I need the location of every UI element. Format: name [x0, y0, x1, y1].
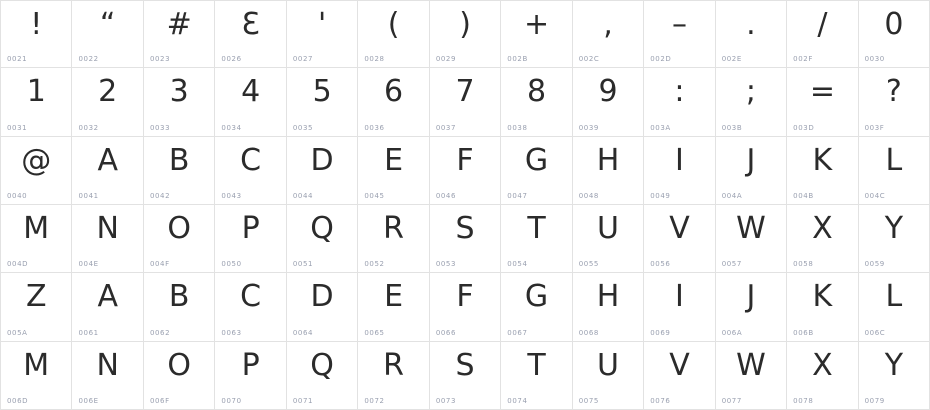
glyph-cell[interactable]: [859, 0, 930, 68]
glyph-character: G: [524, 142, 549, 178]
glyph-character: B: [168, 142, 190, 178]
glyph-unicode-label: 0026: [221, 55, 242, 64]
glyph-unicode-label: 0075: [578, 396, 599, 405]
glyph-unicode-label: 003D: [793, 123, 815, 132]
glyph-cell[interactable]: [787, 342, 858, 410]
glyph-character: 9: [598, 74, 618, 110]
glyph-character: J: [746, 279, 756, 315]
glyph-character: S: [455, 347, 475, 383]
glyph-unicode-label: 0047: [507, 191, 528, 200]
glyph-cell[interactable]: [501, 205, 572, 273]
glyph-character: @: [21, 142, 52, 178]
glyph-character: C: [240, 279, 262, 315]
glyph-unicode-label: 003F: [864, 123, 885, 132]
glyph-character: X: [812, 347, 833, 383]
glyph-cell[interactable]: [644, 342, 715, 410]
glyph-unicode-label: 004C: [864, 191, 886, 200]
glyph-cell[interactable]: [287, 273, 358, 341]
glyph-cell[interactable]: [573, 205, 644, 273]
glyph-unicode-label: 0043: [221, 191, 242, 200]
glyph-character: Y: [884, 347, 904, 383]
glyph-unicode-label: 0072: [364, 396, 385, 405]
glyph-row: [0, 273, 930, 341]
glyph-cell[interactable]: [644, 273, 715, 341]
glyph-cell[interactable]: [287, 137, 358, 205]
glyph-unicode-label: 0063: [221, 328, 242, 337]
glyph-character: J: [746, 142, 756, 178]
glyph-cell[interactable]: [358, 342, 429, 410]
glyph-unicode-label: 0039: [578, 123, 599, 132]
glyph-unicode-label: 0067: [507, 328, 528, 337]
glyph-character: S: [455, 210, 475, 246]
glyph-cell[interactable]: [358, 273, 429, 341]
glyph-unicode-label: 006B: [793, 328, 814, 337]
glyph-character: 3: [169, 74, 189, 110]
glyph-character: I: [675, 279, 684, 315]
glyph-character: ;: [745, 74, 756, 110]
glyph-cell[interactable]: [72, 68, 143, 136]
glyph-unicode-label: 0045: [364, 191, 385, 200]
glyph-unicode-label: 0050: [221, 260, 242, 269]
glyph-character: A: [97, 142, 118, 178]
glyph-unicode-label: 006C: [864, 328, 886, 337]
glyph-cell[interactable]: [287, 0, 358, 68]
glyph-cell[interactable]: [501, 0, 572, 68]
glyph-cell[interactable]: [215, 137, 286, 205]
glyph-unicode-label: 0051: [292, 260, 314, 269]
glyph-cell[interactable]: [215, 342, 286, 410]
glyph-cell[interactable]: [787, 137, 858, 205]
glyph-unicode-label: 0064: [292, 328, 314, 337]
glyph-character: Y: [884, 210, 904, 246]
glyph-cell[interactable]: [215, 205, 286, 273]
glyph-cell[interactable]: [72, 0, 143, 68]
glyph-character: X: [812, 210, 833, 246]
glyph-unicode-label: 0041: [78, 191, 99, 200]
glyph-character: W: [736, 347, 766, 383]
glyph-character: D: [310, 142, 334, 178]
glyph-character: B: [168, 279, 190, 315]
glyph-character: A: [97, 279, 118, 315]
glyph-unicode-label: 006A: [721, 328, 743, 337]
glyph-cell[interactable]: [787, 273, 858, 341]
glyph-character: 2: [98, 74, 118, 110]
glyph-character: K: [812, 279, 833, 315]
glyph-character: L: [885, 279, 903, 315]
glyph-unicode-label: 0042: [149, 191, 171, 200]
glyph-cell[interactable]: [0, 342, 72, 410]
glyph-unicode-label: 0062: [149, 328, 171, 337]
glyph-character: 8: [526, 74, 547, 110]
glyph-character: U: [597, 210, 619, 246]
glyph-cell[interactable]: [859, 137, 930, 205]
glyph-unicode-label: 0073: [435, 396, 457, 405]
glyph-cell[interactable]: [72, 137, 143, 205]
glyph-cell[interactable]: [716, 273, 787, 341]
glyph-character: U: [597, 347, 619, 383]
glyph-unicode-label: 004E: [78, 260, 99, 269]
glyph-character: 7: [455, 74, 475, 110]
glyph-character: !: [30, 7, 43, 42]
glyph-unicode-label: 002C: [578, 55, 600, 64]
glyph-character: +: [523, 7, 550, 42]
glyph-character: “: [99, 7, 116, 42]
glyph-cell[interactable]: [644, 137, 715, 205]
glyph-character: P: [241, 210, 260, 246]
glyph-cell[interactable]: [787, 0, 858, 68]
glyph-unicode-label: 0021: [7, 55, 28, 64]
glyph-unicode-label: 0038: [507, 123, 528, 132]
glyph-character: ?: [885, 74, 902, 110]
glyph-cell[interactable]: [859, 68, 930, 136]
glyph-character: R: [383, 347, 404, 383]
glyph-row: [0, 0, 930, 68]
glyph-character: O: [167, 347, 191, 383]
glyph-row: [0, 137, 930, 205]
glyph-cell[interactable]: [0, 0, 72, 68]
glyph-character: T: [527, 347, 546, 383]
glyph-unicode-label: 002B: [507, 55, 528, 64]
glyph-unicode-label: 0066: [435, 328, 457, 337]
glyph-unicode-label: 0029: [435, 55, 457, 64]
glyph-character: Z: [25, 279, 47, 315]
glyph-character: =: [809, 74, 835, 110]
glyph-unicode-label: 0032: [78, 123, 99, 132]
glyph-cell[interactable]: [72, 342, 143, 410]
glyph-cell[interactable]: [144, 68, 215, 136]
glyph-unicode-label: 002E: [721, 55, 742, 64]
glyph-character: V: [669, 210, 690, 246]
glyph-cell[interactable]: [0, 205, 72, 273]
glyph-unicode-label: 0027: [292, 55, 314, 64]
glyph-unicode-label: 002D: [650, 55, 672, 64]
glyph-unicode-label: 0061: [78, 328, 99, 337]
glyph-character: 4: [241, 74, 261, 110]
glyph-cell[interactable]: [573, 137, 644, 205]
glyph-character: T: [527, 210, 546, 246]
glyph-row: [0, 205, 930, 273]
glyph-character: R: [383, 210, 404, 246]
glyph-cell[interactable]: [144, 342, 215, 410]
glyph-character: M: [23, 347, 50, 383]
glyph-character: ': [317, 7, 327, 42]
glyph-character: ,: [603, 7, 613, 42]
glyph-character: F: [456, 142, 474, 178]
glyph-cell[interactable]: [144, 137, 215, 205]
glyph-unicode-label: 0053: [435, 260, 457, 269]
glyph-cell[interactable]: [644, 68, 715, 136]
glyph-unicode-label: 0052: [364, 260, 385, 269]
glyph-cell[interactable]: [716, 68, 787, 136]
glyph-unicode-label: 0030: [864, 55, 885, 64]
glyph-character: 5: [312, 74, 332, 110]
glyph-character: O: [167, 210, 191, 246]
glyph-unicode-label: 0023: [149, 55, 171, 64]
glyph-cell[interactable]: [0, 68, 72, 136]
glyph-character: N: [96, 347, 119, 383]
glyph-unicode-label: 0059: [864, 260, 885, 269]
glyph-unicode-label: 0056: [650, 260, 671, 269]
glyph-unicode-label: 0049: [650, 191, 671, 200]
glyph-character: 0: [884, 7, 904, 42]
glyph-cell[interactable]: [787, 68, 858, 136]
glyph-cell[interactable]: [215, 273, 286, 341]
glyph-cell[interactable]: [0, 273, 72, 341]
glyph-unicode-label: 003B: [721, 123, 743, 132]
glyph-unicode-label: 0057: [721, 260, 742, 269]
glyph-unicode-label: 004F: [149, 260, 170, 269]
glyph-character: .: [746, 7, 756, 42]
glyph-unicode-label: 0070: [221, 396, 242, 405]
glyph-character: (: [387, 7, 400, 42]
glyph-unicode-label: 0074: [507, 396, 528, 405]
glyph-cell[interactable]: [430, 273, 501, 341]
glyph-cell[interactable]: [430, 68, 501, 136]
glyph-character: W: [736, 210, 766, 246]
glyph-cell[interactable]: [859, 205, 930, 273]
glyph-character: :: [674, 74, 685, 110]
glyph-unicode-label: 0069: [650, 328, 671, 337]
glyph-unicode-label: 0044: [292, 191, 314, 200]
glyph-cell[interactable]: [501, 342, 572, 410]
glyph-cell[interactable]: [644, 205, 715, 273]
glyph-cell[interactable]: [358, 137, 429, 205]
glyph-character: V: [669, 347, 690, 383]
glyph-cell[interactable]: [215, 68, 286, 136]
glyph-character: I: [675, 142, 684, 178]
glyph-unicode-label: 0046: [435, 191, 457, 200]
glyph-unicode-label: 004D: [7, 260, 29, 269]
glyph-character: M: [23, 210, 50, 246]
glyph-character: L: [885, 142, 903, 178]
glyph-character: E: [384, 142, 404, 178]
glyph-cell[interactable]: [573, 68, 644, 136]
glyph-unicode-label: 0068: [578, 328, 599, 337]
glyph-unicode-label: 0031: [7, 123, 28, 132]
glyph-cell[interactable]: [573, 273, 644, 341]
glyph-cell[interactable]: [430, 205, 501, 273]
glyph-character: D: [310, 279, 334, 315]
glyph-unicode-label: 004A: [721, 191, 743, 200]
glyph-cell[interactable]: [72, 273, 143, 341]
glyph-unicode-label: 0058: [793, 260, 814, 269]
glyph-unicode-label: 0034: [221, 123, 242, 132]
glyph-character: Q: [310, 347, 334, 383]
glyph-character: Ɛ: [241, 7, 260, 42]
glyph-unicode-label: 0077: [721, 396, 742, 405]
glyph-cell[interactable]: [716, 342, 787, 410]
glyph-unicode-label: 0033: [149, 123, 171, 132]
glyph-unicode-label: 0028: [364, 55, 385, 64]
glyph-unicode-label: 006F: [149, 396, 170, 405]
glyph-unicode-label: 0048: [578, 191, 599, 200]
glyph-row: [0, 68, 930, 136]
glyph-character: E: [384, 279, 404, 315]
glyph-unicode-label: 0022: [78, 55, 99, 64]
glyph-character: G: [524, 279, 549, 315]
glyph-character: #: [166, 7, 192, 42]
glyph-character: Q: [310, 210, 334, 246]
glyph-unicode-label: 002F: [793, 55, 813, 64]
glyph-cell[interactable]: [287, 342, 358, 410]
glyph-cell[interactable]: [859, 273, 930, 341]
glyph-character: C: [240, 142, 262, 178]
glyph-cell[interactable]: [72, 205, 143, 273]
glyph-character: H: [596, 279, 620, 315]
glyph-cell[interactable]: [501, 68, 572, 136]
glyph-unicode-label: 005A: [7, 328, 28, 337]
glyph-cell[interactable]: [573, 0, 644, 68]
glyph-unicode-label: 0076: [650, 396, 671, 405]
glyph-character: 1: [26, 74, 46, 110]
glyph-unicode-label: 0079: [864, 396, 885, 405]
glyph-cell[interactable]: [430, 137, 501, 205]
glyph-unicode-label: 0078: [793, 396, 814, 405]
glyph-unicode-label: 0040: [7, 191, 28, 200]
glyph-cell[interactable]: [716, 205, 787, 273]
glyph-cell[interactable]: [144, 0, 215, 68]
glyph-cell[interactable]: [215, 0, 286, 68]
glyph-cell[interactable]: [144, 205, 215, 273]
glyph-character: N: [96, 210, 119, 246]
glyph-unicode-label: 0035: [292, 123, 314, 132]
glyph-unicode-label: 003A: [650, 123, 671, 132]
glyph-cell[interactable]: [358, 0, 429, 68]
glyph-cell[interactable]: [501, 137, 572, 205]
glyph-cell[interactable]: [358, 68, 429, 136]
glyph-character: P: [241, 347, 260, 383]
glyph-unicode-label: 006D: [7, 396, 29, 405]
glyph-cell[interactable]: [501, 273, 572, 341]
glyph-row: [0, 342, 930, 410]
glyph-character: ): [459, 7, 471, 42]
glyph-unicode-label: 0055: [578, 260, 599, 269]
glyph-cell[interactable]: [430, 342, 501, 410]
glyph-cell[interactable]: [787, 205, 858, 273]
glyph-cell[interactable]: [144, 273, 215, 341]
glyph-cell[interactable]: [644, 0, 715, 68]
glyph-character: H: [596, 142, 620, 178]
glyph-cell[interactable]: [287, 205, 358, 273]
glyph-cell[interactable]: [430, 0, 501, 68]
glyph-cell[interactable]: [716, 137, 787, 205]
glyph-cell[interactable]: [573, 342, 644, 410]
glyph-unicode-label: 0065: [364, 328, 385, 337]
glyph-unicode-label: 004B: [793, 191, 814, 200]
glyph-cell[interactable]: [358, 205, 429, 273]
glyph-character: K: [812, 142, 833, 178]
glyph-unicode-label: 006E: [78, 396, 99, 405]
glyph-character: /: [817, 7, 828, 42]
glyph-unicode-label: 0037: [435, 123, 457, 132]
glyph-character: F: [456, 279, 474, 315]
glyph-character: 6: [384, 74, 404, 110]
glyph-cell[interactable]: [716, 0, 787, 68]
glyph-unicode-label: 0036: [364, 123, 385, 132]
glyph-character: –: [671, 7, 687, 42]
glyph-unicode-label: 0071: [292, 396, 314, 405]
glyph-cell[interactable]: [859, 342, 930, 410]
glyph-cell[interactable]: [0, 137, 72, 205]
glyph-cell[interactable]: [287, 68, 358, 136]
glyph-unicode-label: 0054: [507, 260, 528, 269]
